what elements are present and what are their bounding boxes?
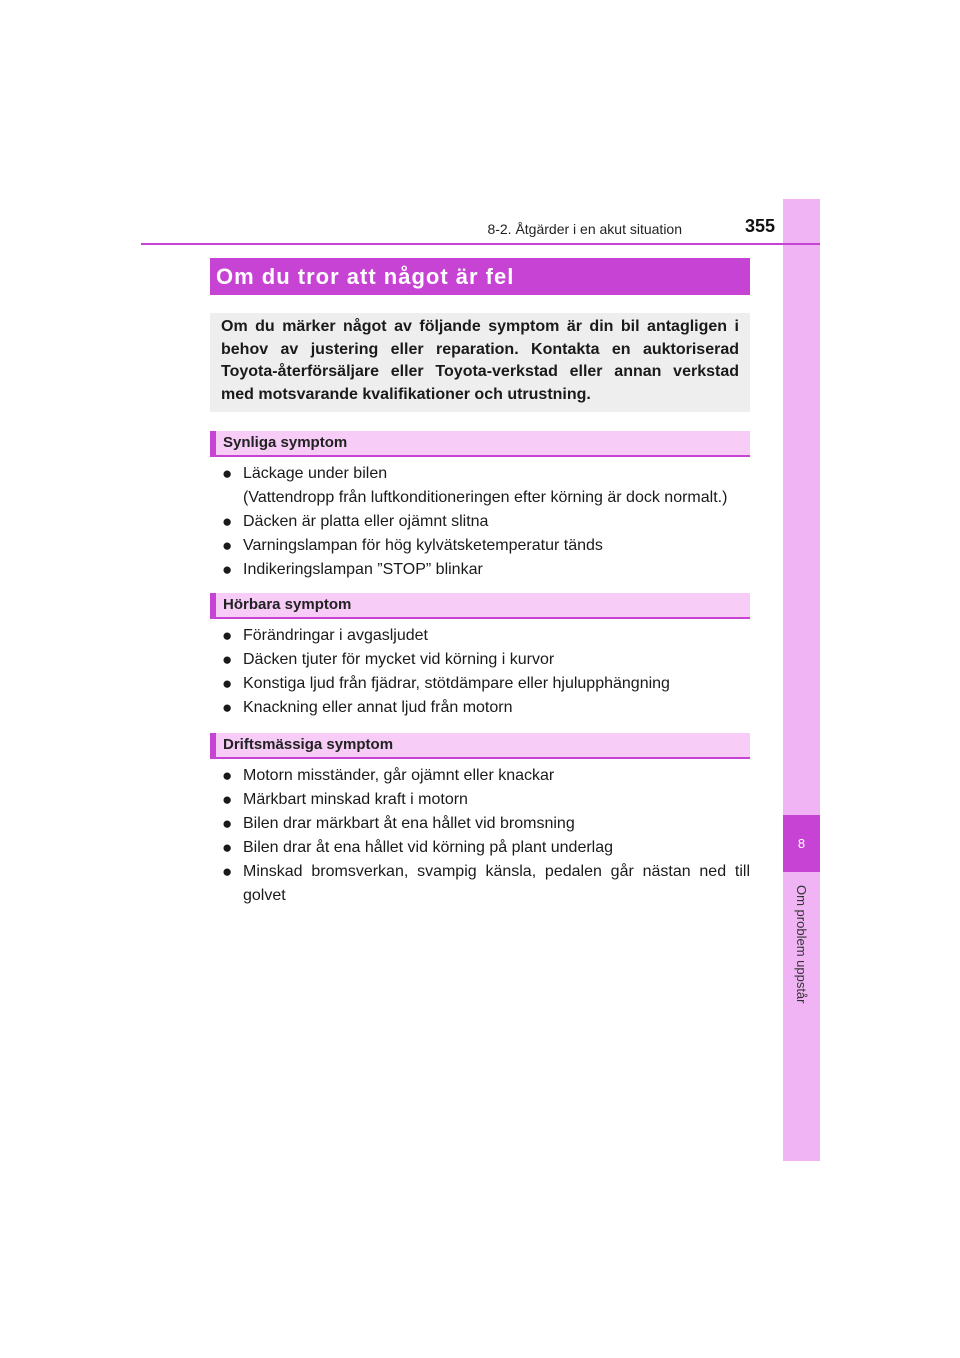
chapter-title-text: Om problem uppstår (794, 885, 809, 1004)
section-heading-operational-symptoms: Driftsmässiga symptom (210, 733, 750, 759)
list-item-text: Varningslampan för hög kylvätsketemperatur tänds (243, 537, 603, 554)
list-item-text: Däcken tjuter för mycket vid körning i kurvor (243, 651, 555, 668)
list-item-text: Indikeringslampan ”STOP” blinkar (243, 561, 483, 578)
list-item-text: Minskad bromsverkan, svampig känsla, pedalen går nästan ned till golvet (243, 863, 750, 904)
section-heading-visible-symptoms: Synliga symptom (210, 431, 750, 457)
list-item (222, 672, 750, 696)
list-item (222, 764, 750, 788)
bullet-icon: ● (222, 698, 233, 717)
list-item (222, 534, 750, 558)
audible-symptoms-list (222, 624, 750, 720)
section-reference: 8-2. Åtgärder i en akut situation (487, 221, 682, 237)
list-item (222, 696, 750, 720)
list-item-text: Knackning eller annat ljud från motorn (243, 699, 513, 716)
chapter-title-label (783, 885, 820, 1025)
bullet-icon: ● (222, 674, 233, 693)
chapter-number-tab: 8 (783, 815, 820, 872)
page-title: Om du tror att något är fel (210, 258, 750, 295)
bullet-icon: ● (222, 464, 233, 483)
bullet-icon: ● (222, 626, 233, 645)
intro-paragraph: Om du märker något av följande symptom är din bil antagligen i behov av justering eller reparation. Kontakta en auktoriserad Toyota-återförsäljare eller Toyota-verkstad eller annan verkstad med motsvarande kvalifikationer och utrustning. (210, 313, 750, 412)
list-item-text: Bilen drar märkbart åt ena hållet vid bromsning (243, 815, 575, 832)
header-divider (141, 243, 820, 245)
list-item (222, 558, 750, 582)
section-heading-audible-symptoms: Hörbara symptom (210, 593, 750, 619)
list-item-note: (Vattendropp från luftkonditioneringen efter körning är dock normalt.) (243, 489, 728, 506)
bullet-icon: ● (222, 650, 233, 669)
bullet-icon: ● (222, 862, 233, 881)
bullet-icon: ● (222, 790, 233, 809)
list-item-text: Däcken är platta eller ojämnt slitna (243, 513, 489, 530)
list-item-text: Motorn misständer, går ojämnt eller knackar (243, 767, 555, 784)
bullet-icon: ● (222, 536, 233, 555)
list-item (222, 860, 750, 908)
list-item (222, 624, 750, 648)
bullet-icon: ● (222, 560, 233, 579)
list-item-text: Märkbart minskad kraft i motorn (243, 791, 468, 808)
bullet-icon: ● (222, 766, 233, 785)
bullet-icon: ● (222, 814, 233, 833)
list-item (222, 648, 750, 672)
page-number: 355 (744, 216, 775, 236)
operational-symptoms-list (222, 764, 750, 908)
list-item-text: Bilen drar åt ena hållet vid körning på plant underlag (243, 839, 614, 856)
list-item (222, 510, 750, 534)
bullet-icon: ● (222, 512, 233, 531)
list-item-text: Konstiga ljud från fjädrar, stötdämpare eller hjulupphängning (243, 675, 670, 692)
list-item (222, 788, 750, 812)
visible-symptoms-list (222, 462, 750, 582)
bullet-icon: ● (222, 838, 233, 857)
list-item (222, 836, 750, 860)
list-item-text: Förändringar i avgasljudet (243, 627, 428, 644)
list-item (222, 812, 750, 836)
list-item (222, 462, 750, 510)
list-item-text: Läckage under bilen (243, 465, 388, 482)
